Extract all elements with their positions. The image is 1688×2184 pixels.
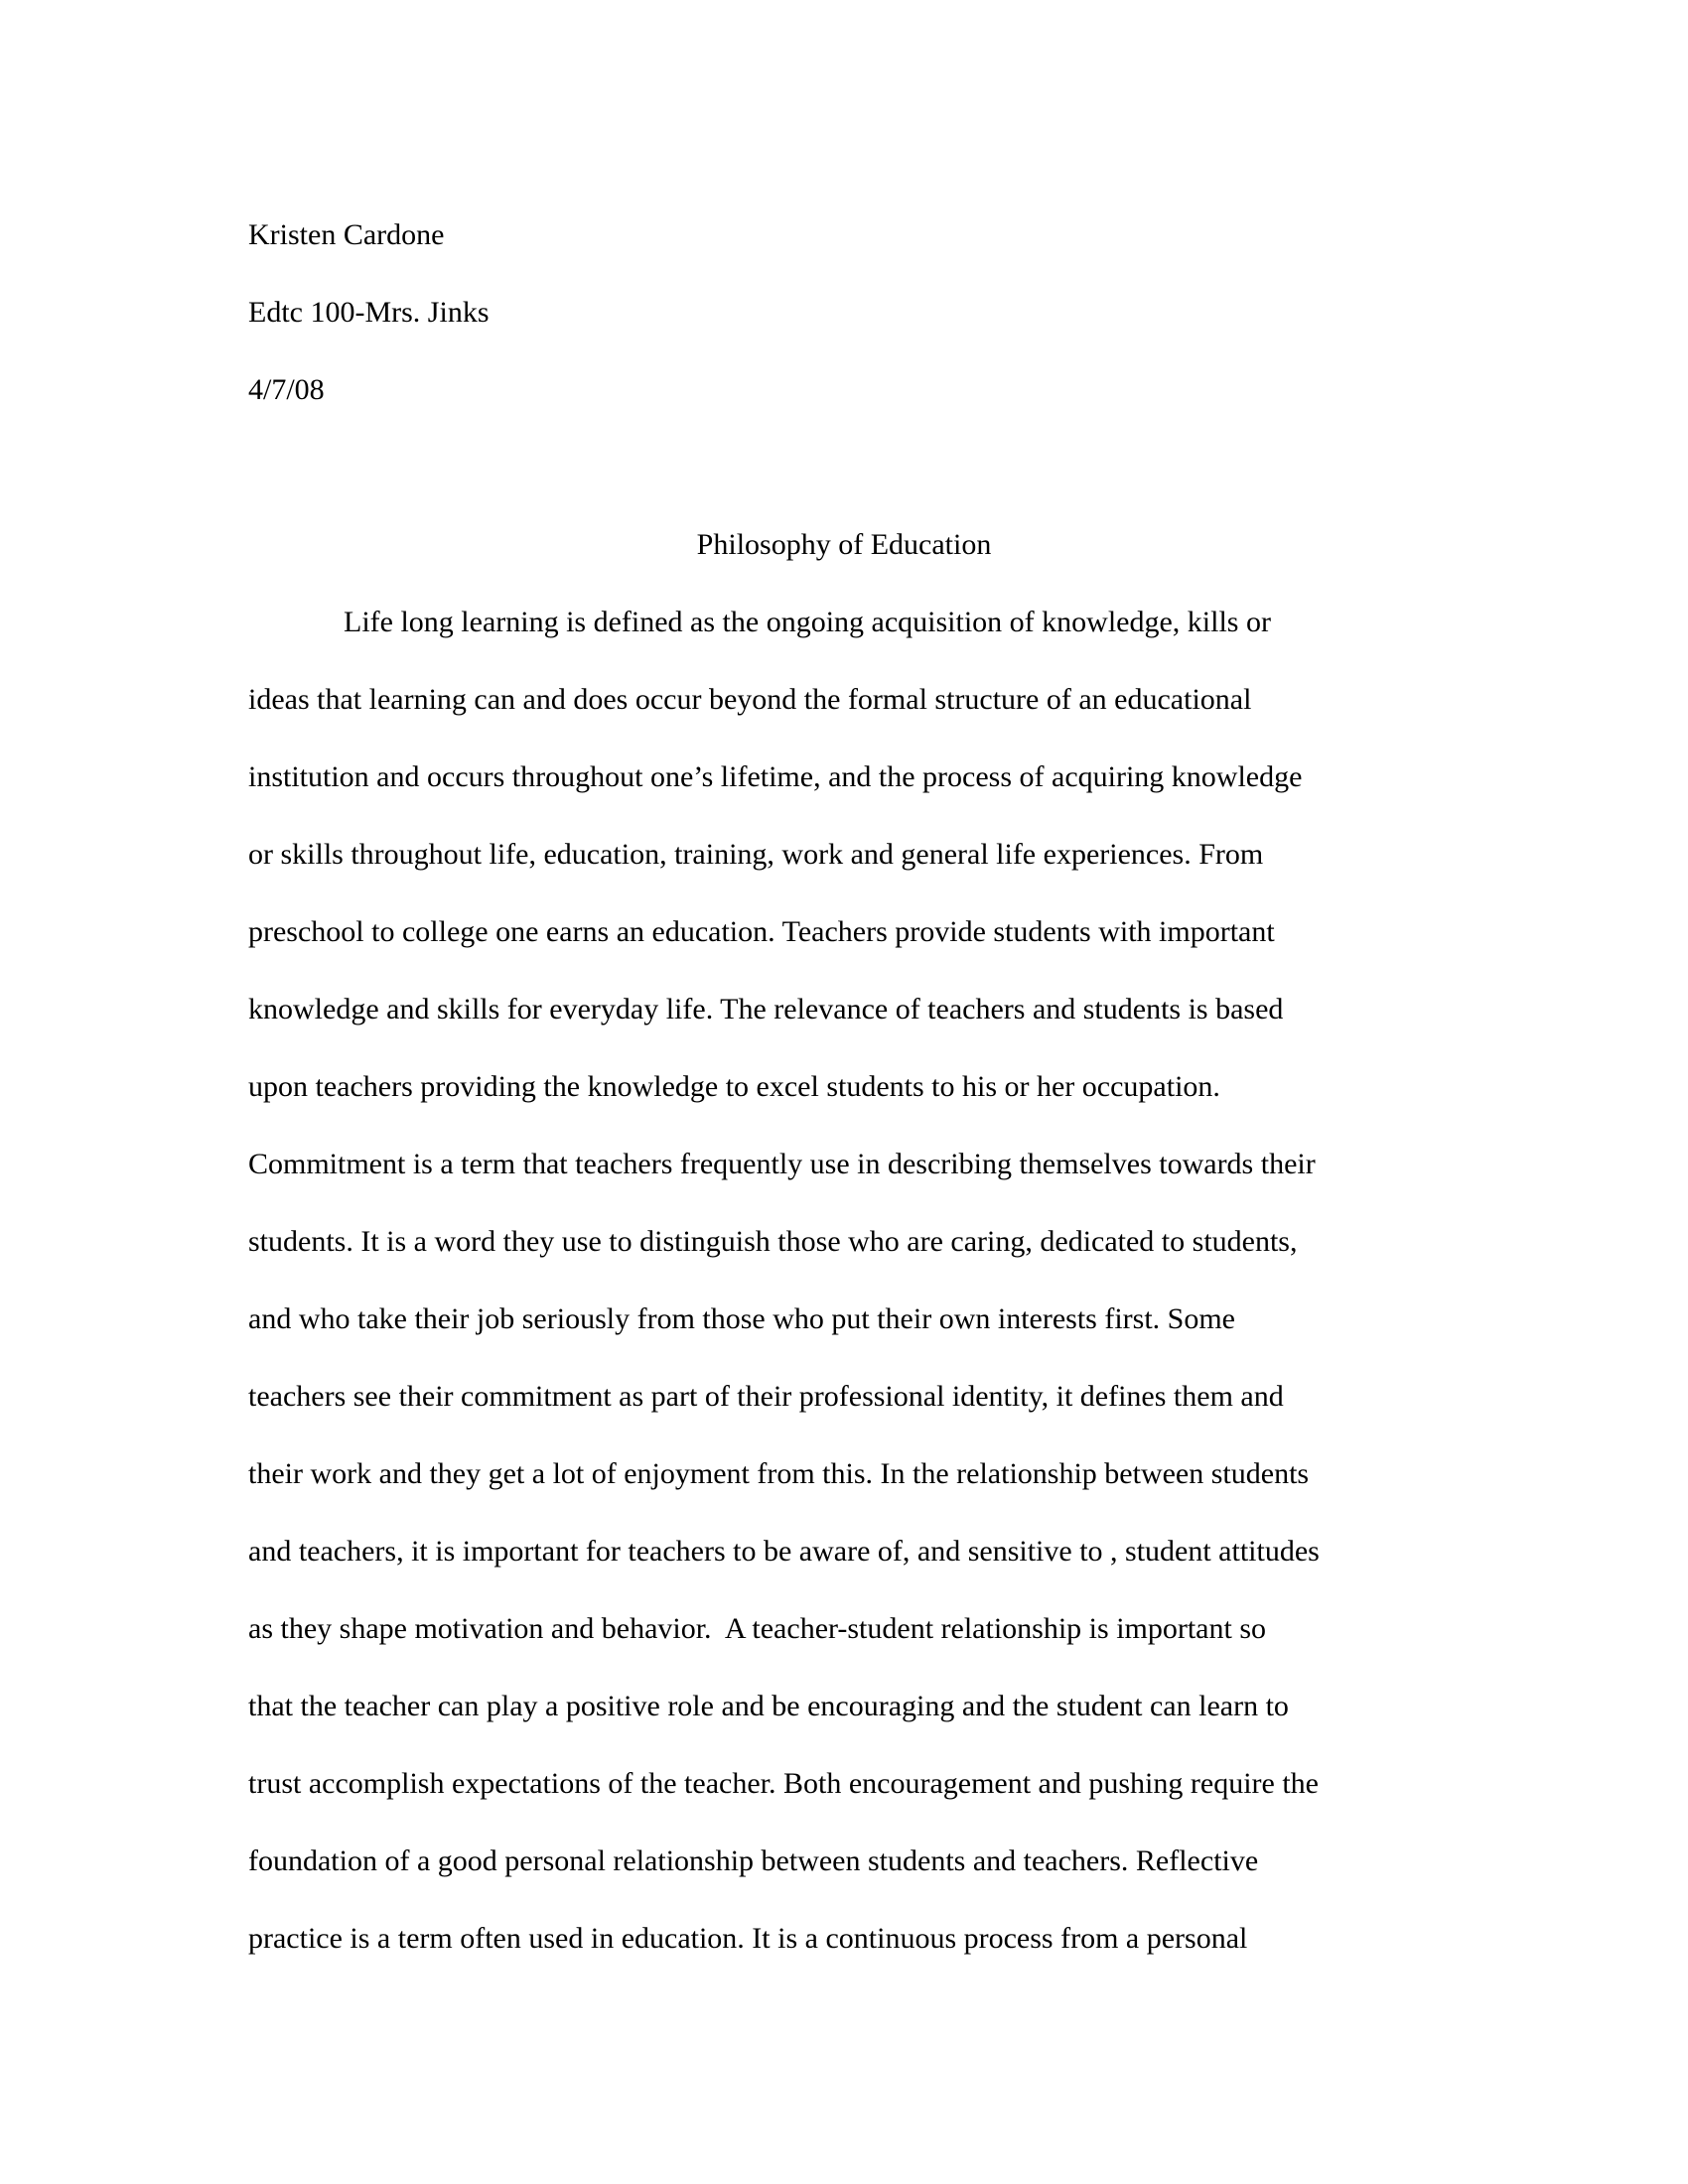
body-line: foundation of a good personal relationship between students and teachers. Reflective	[248, 1844, 1259, 1877]
body-line: and teachers, it is important for teachers to be aware of, and sensitive to , student attitudes	[248, 1535, 1320, 1568]
page-title: Philosophy of Education	[696, 528, 992, 561]
body-line: and who take their job seriously from those who put their own interests first. Some	[248, 1302, 1235, 1335]
body-line: trust accomplish expectations of the teacher. Both encouragement and pushing require the	[248, 1767, 1319, 1800]
body-line: as they shape motivation and behavior. A teacher-student relationship is important so	[248, 1612, 1267, 1645]
header-course: Edtc 100-Mrs. Jinks	[248, 296, 490, 329]
body-line: teachers see their commitment as part of their professional identity, it defines them and	[248, 1380, 1284, 1413]
body-line: knowledge and skills for everyday life. The relevance of teachers and students is based	[248, 993, 1284, 1025]
body-line: their work and they get a lot of enjoyment from this. In the relationship between students	[248, 1457, 1310, 1490]
body-line: upon teachers providing the knowledge to excel students to his or her occupation.	[248, 1070, 1220, 1103]
header-date: 4/7/08	[248, 373, 325, 406]
body-line: institution and occurs throughout one’s lifetime, and the process of acquiring knowledge	[248, 760, 1303, 793]
header-author: Kristen Cardone	[248, 218, 445, 251]
body-line: Commitment is a term that teachers frequently use in describing themselves towards their	[248, 1148, 1316, 1180]
body-line: preschool to college one earns an education. Teachers provide students with important	[248, 915, 1275, 948]
spacer	[248, 429, 1440, 506]
body-line: Life long learning is defined as the ongoing acquisition of knowledge, kills or	[344, 606, 1271, 638]
body-line: practice is a term often used in education. It is a continuous process from a personal	[248, 1922, 1248, 1955]
body-line: students. It is a word they use to distinguish those who are caring, dedicated to students,	[248, 1225, 1298, 1258]
body-line: or skills throughout life, education, training, work and general life experiences. From	[248, 838, 1264, 871]
body-line: that the teacher can play a positive role and be encouraging and the student can learn to	[248, 1690, 1289, 1722]
body-line: ideas that learning can and does occur beyond the formal structure of an educational	[248, 683, 1252, 716]
